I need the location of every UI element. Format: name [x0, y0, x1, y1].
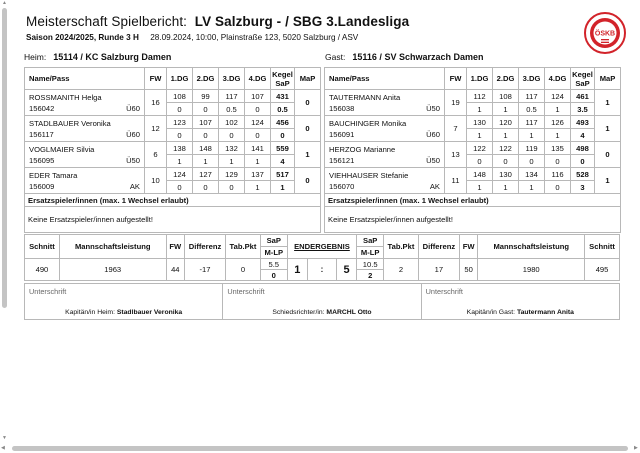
player-name-pass [25, 168, 145, 194]
player-category: AK [429, 182, 440, 191]
player-name: ROSSMANITH Helga [29, 93, 102, 102]
player-kegel-dg: 124 [545, 90, 571, 103]
player-map: 0 [295, 116, 321, 142]
player-sap-dg: 0 [545, 181, 571, 194]
player-name-pass [25, 116, 145, 142]
signature-referee: Unterschrift Schiedsrichter/in: MARCHL Otto [223, 284, 421, 319]
guest-sap-total: 10.5 [357, 259, 384, 270]
guest-ersatz-row: Keine Ersatzspieler/innen aufgestellt! [325, 207, 621, 233]
player-kegel-dg: 108 [493, 90, 519, 103]
home-ersatz-row: Keine Ersatzspieler/innen aufgestellt! [25, 207, 321, 233]
h-differenz: Differenz [185, 235, 226, 259]
player-map: 1 [595, 168, 621, 194]
player-kegel-dg: 117 [519, 116, 545, 129]
player-fw: 7 [445, 116, 467, 142]
player-kegel-dg: 132 [219, 142, 245, 155]
player-fw: 11 [445, 168, 467, 194]
player-name: EDER Tamara [29, 171, 78, 180]
col-fw: FW [445, 68, 467, 90]
col-kegel-sap: Kegel SaP [272, 69, 293, 88]
player-pass: 156117 [29, 130, 54, 139]
guest-label: Gast: [325, 52, 346, 62]
player-map: 0 [295, 168, 321, 194]
player-sap-dg: 0 [519, 155, 545, 168]
col-3dg: 3.DG [219, 68, 245, 90]
player-kegel-total: 431 [271, 90, 295, 103]
player-kegel-dg: 108 [167, 90, 193, 103]
player-sap-dg: 1 [245, 155, 271, 168]
player-sap-dg: 1 [219, 155, 245, 168]
player-kegel-dg: 122 [467, 142, 493, 155]
player-kegel-total: 493 [571, 116, 595, 129]
player-kegel-dg: 102 [219, 116, 245, 129]
vertical-scrollbar[interactable] [2, 0, 7, 441]
title-match: LV Salzburg - / SBG 3.Landesliga [194, 14, 410, 29]
player-kegel-dg: 130 [467, 116, 493, 129]
player-sap-dg: 0.5 [519, 103, 545, 116]
player-sap-dg: 0 [493, 155, 519, 168]
player-kegel-total: 517 [271, 168, 295, 181]
h-mlp: M-LP [260, 247, 287, 259]
col-3dg: 3.DG [519, 68, 545, 90]
player-sap-dg: 0 [245, 129, 271, 142]
player-kegel-dg: 119 [519, 142, 545, 155]
player-kegel-dg: 107 [193, 116, 219, 129]
player-kegel-dg: 141 [245, 142, 271, 155]
summary-table [24, 234, 620, 281]
player-map: 1 [295, 142, 321, 168]
player-row [25, 90, 321, 103]
guest-differenz: 17 [418, 259, 459, 281]
report-subtitle [26, 33, 358, 42]
table-header-row [25, 68, 321, 90]
player-category: Ü50 [126, 156, 140, 165]
player-sap-dg: 0 [167, 103, 193, 116]
guest-team-line [325, 52, 483, 62]
player-fw: 19 [445, 90, 467, 116]
player-kegel-dg: 117 [519, 90, 545, 103]
player-sap-total: 3.5 [571, 103, 595, 116]
player-sap-dg: 1 [545, 103, 571, 116]
h-tabpkt: Tab.Pkt [384, 235, 419, 259]
home-sap-total: 5.5 [260, 259, 287, 270]
report-title [26, 14, 409, 29]
player-sap-dg: 1 [493, 181, 519, 194]
score-colon: : [308, 259, 337, 281]
player-row [25, 168, 321, 181]
col-4dg: 4.DG [545, 68, 571, 90]
guest-tabpkt: 2 [384, 259, 419, 281]
player-sap-dg: 1 [493, 103, 519, 116]
player-sap-dg: 0 [167, 129, 193, 142]
title-prefix: Meisterschaft Spielbericht: [26, 14, 188, 29]
player-kegel-dg: 112 [467, 90, 493, 103]
guest-schnitt: 495 [585, 259, 620, 281]
summary-header-row [25, 235, 620, 247]
player-kegel-total: 456 [271, 116, 295, 129]
player-pass: 156009 [29, 182, 55, 191]
player-kegel-dg: 135 [545, 142, 571, 155]
player-sap-dg: 1 [545, 129, 571, 142]
player-kegel-dg: 117 [219, 90, 245, 103]
h-schnitt: Schnitt [25, 235, 60, 259]
player-sap-total: 3 [571, 181, 595, 194]
home-score: 1 [287, 259, 308, 281]
player-sap-dg: 1 [519, 181, 545, 194]
h-mannschaftsleistung: Mannschaftsleistung [478, 235, 585, 259]
player-sap-dg: 1 [493, 129, 519, 142]
player-sap-dg: 0 [219, 181, 245, 194]
player-sap-dg: 1 [467, 181, 493, 194]
home-schnitt: 490 [25, 259, 60, 281]
player-sap-dg: 1 [467, 129, 493, 142]
signature-guest-captain: Unterschrift Kapitän/in Gast: Tautermann Anita [425, 287, 574, 316]
h-tabpkt: Tab.Pkt [226, 235, 261, 259]
col-1dg: 1.DG [467, 68, 493, 90]
col-name-pass: Name/Pass [25, 68, 145, 90]
player-fw: 6 [145, 142, 167, 168]
player-kegel-dg: 123 [167, 116, 193, 129]
scroll-right-icon[interactable]: ▶ [634, 445, 638, 451]
h-sap: SaP [260, 235, 287, 247]
player-sap-dg: 1 [519, 129, 545, 142]
player-map: 1 [595, 116, 621, 142]
scroll-down-icon[interactable]: ▼ [2, 435, 7, 441]
player-pass: 156091 [329, 130, 355, 139]
horizontal-scroll-thumb[interactable] [12, 446, 628, 451]
player-kegel-total: 559 [271, 142, 295, 155]
player-row [325, 142, 621, 155]
svg-text:ÖSKB: ÖSKB [594, 30, 616, 38]
player-sap-dg: 1 [193, 155, 219, 168]
player-name: TAUTERMANN Anita [329, 93, 401, 102]
player-category: Ü60 [426, 130, 440, 139]
player-kegel-dg: 124 [167, 168, 193, 181]
player-name-pass [325, 116, 445, 142]
player-name-pass [25, 142, 145, 168]
player-pass: 156121 [329, 156, 355, 165]
player-sap-total: 0 [571, 155, 595, 168]
h-sap: SaP [357, 235, 384, 247]
h-mannschaftsleistung: Mannschaftsleistung [59, 235, 166, 259]
player-kegel-total: 498 [571, 142, 595, 155]
signature-home-captain: Unterschrift Kapitän/in Heim: Stadlbauer Veronika [25, 284, 223, 319]
player-kegel-dg: 130 [493, 168, 519, 181]
player-kegel-total: 461 [571, 90, 595, 103]
table-header-row [325, 68, 621, 90]
player-sap-dg: 0 [219, 129, 245, 142]
player-sap-total: 0.5 [271, 103, 295, 116]
player-kegel-dg: 148 [193, 142, 219, 155]
player-map: 0 [295, 90, 321, 116]
player-name-pass [25, 90, 145, 116]
col-4dg: 4.DG [245, 68, 271, 90]
player-kegel-dg: 137 [245, 168, 271, 181]
col-kegel-sap: Kegel SaP [572, 69, 593, 88]
vertical-scroll-thumb[interactable] [2, 8, 7, 308]
guest-ersatz-header: Ersatzspieler/innen (max. 1 Wechsel erlaubt) [325, 194, 621, 207]
home-team-name: 15114 / KC Salzburg Damen [53, 52, 172, 62]
player-sap-dg: 0 [545, 155, 571, 168]
summary-values-row [25, 259, 620, 270]
player-row [325, 168, 621, 181]
player-kegel-total: 528 [571, 168, 595, 181]
home-players-table [24, 67, 321, 233]
player-name-pass [325, 90, 445, 116]
guest-team-name: 15116 / SV Schwarzach Damen [352, 52, 484, 62]
horizontal-scrollbar[interactable] [1, 445, 638, 451]
player-category: Ü60 [126, 104, 140, 113]
player-kegel-dg: 120 [493, 116, 519, 129]
home-team-line [24, 52, 171, 62]
guest-leistung: 1980 [478, 259, 585, 281]
player-kegel-dg: 129 [219, 168, 245, 181]
player-row [325, 90, 621, 103]
home-tabpkt: 0 [226, 259, 261, 281]
h-fw: FW [166, 235, 184, 259]
player-sap-dg: 0 [193, 181, 219, 194]
col-1dg: 1.DG [167, 68, 193, 90]
player-pass: 156095 [29, 156, 55, 165]
home-fw: 44 [166, 259, 184, 281]
player-kegel-dg: 134 [519, 168, 545, 181]
player-pass: 156070 [329, 182, 355, 191]
player-kegel-dg: 126 [545, 116, 571, 129]
oeskb-logo-icon [584, 12, 626, 54]
player-kegel-dg: 124 [245, 116, 271, 129]
player-kegel-dg: 99 [193, 90, 219, 103]
scroll-up-icon[interactable]: ▲ [2, 0, 7, 6]
signature-area [24, 283, 620, 320]
guest-score: 5 [336, 259, 357, 281]
h-schnitt: Schnitt [585, 235, 620, 259]
home-differenz: -17 [185, 259, 226, 281]
player-sap-dg: 1 [467, 103, 493, 116]
h-mlp: M-LP [357, 247, 384, 259]
player-sap-total: 1 [271, 181, 295, 194]
col-2dg: 2.DG [193, 68, 219, 90]
player-name: VOGLMAIER Silvia [29, 145, 95, 154]
player-pass: 156042 [29, 104, 55, 113]
guest-players-table [324, 67, 621, 233]
player-pass: 156038 [329, 104, 355, 113]
match-details: 28.09.2024, 10:00, Plainstraße 123, 5020 Salzburg / ASV [150, 33, 359, 42]
col-fw: FW [145, 68, 167, 90]
player-fw: 16 [145, 90, 167, 116]
player-sap-dg: 1 [167, 155, 193, 168]
guest-mlp: 2 [357, 270, 384, 281]
player-sap-total: 0 [271, 129, 295, 142]
player-name: HERZOG Marianne [329, 145, 396, 154]
player-sap-total: 4 [571, 129, 595, 142]
h-differenz: Differenz [418, 235, 459, 259]
player-name-pass [325, 142, 445, 168]
player-sap-dg: 0 [467, 155, 493, 168]
player-sap-dg: 0 [167, 181, 193, 194]
home-label: Heim: [24, 52, 47, 62]
h-fw: FW [459, 235, 477, 259]
col-map: MaP [595, 68, 621, 90]
player-sap-total: 4 [271, 155, 295, 168]
player-map: 1 [595, 90, 621, 116]
player-category: Ü50 [426, 156, 440, 165]
player-map: 0 [595, 142, 621, 168]
player-kegel-dg: 116 [545, 168, 571, 181]
col-name-pass: Name/Pass [325, 68, 445, 90]
player-name: BAUCHINGER Monika [329, 119, 407, 128]
player-category: Ü60 [126, 130, 140, 139]
guest-fw: 50 [459, 259, 477, 281]
player-sap-dg: 0 [193, 103, 219, 116]
player-name: VIEHHAUSER Stefanie [329, 171, 409, 180]
saison-label: Saison 2024/2025, Runde 3 H [26, 33, 139, 42]
player-row [25, 116, 321, 129]
player-fw: 10 [145, 168, 167, 194]
player-kegel-dg: 107 [245, 90, 271, 103]
player-name: STADLBAUER Veronika [29, 119, 111, 128]
player-row [325, 116, 621, 129]
player-sap-dg: 0 [245, 103, 271, 116]
col-2dg: 2.DG [493, 68, 519, 90]
col-map: MaP [295, 68, 321, 90]
home-ersatz-header: Ersatzspieler/innen (max. 1 Wechsel erlaubt) [25, 194, 321, 207]
player-sap-dg: 1 [245, 181, 271, 194]
player-fw: 12 [145, 116, 167, 142]
home-leistung: 1963 [59, 259, 166, 281]
player-category: Ü50 [426, 104, 440, 113]
home-mlp: 0 [260, 270, 287, 281]
scroll-left-icon[interactable]: ◀ [1, 445, 5, 451]
player-name-pass [325, 168, 445, 194]
player-kegel-dg: 127 [193, 168, 219, 181]
h-endergebnis: ENDERGEBNIS [287, 235, 357, 259]
player-kegel-dg: 122 [493, 142, 519, 155]
player-kegel-dg: 148 [467, 168, 493, 181]
player-kegel-dg: 138 [167, 142, 193, 155]
player-sap-dg: 0.5 [219, 103, 245, 116]
player-row [25, 142, 321, 155]
player-fw: 13 [445, 142, 467, 168]
player-sap-dg: 0 [193, 129, 219, 142]
player-category: AK [129, 182, 140, 191]
